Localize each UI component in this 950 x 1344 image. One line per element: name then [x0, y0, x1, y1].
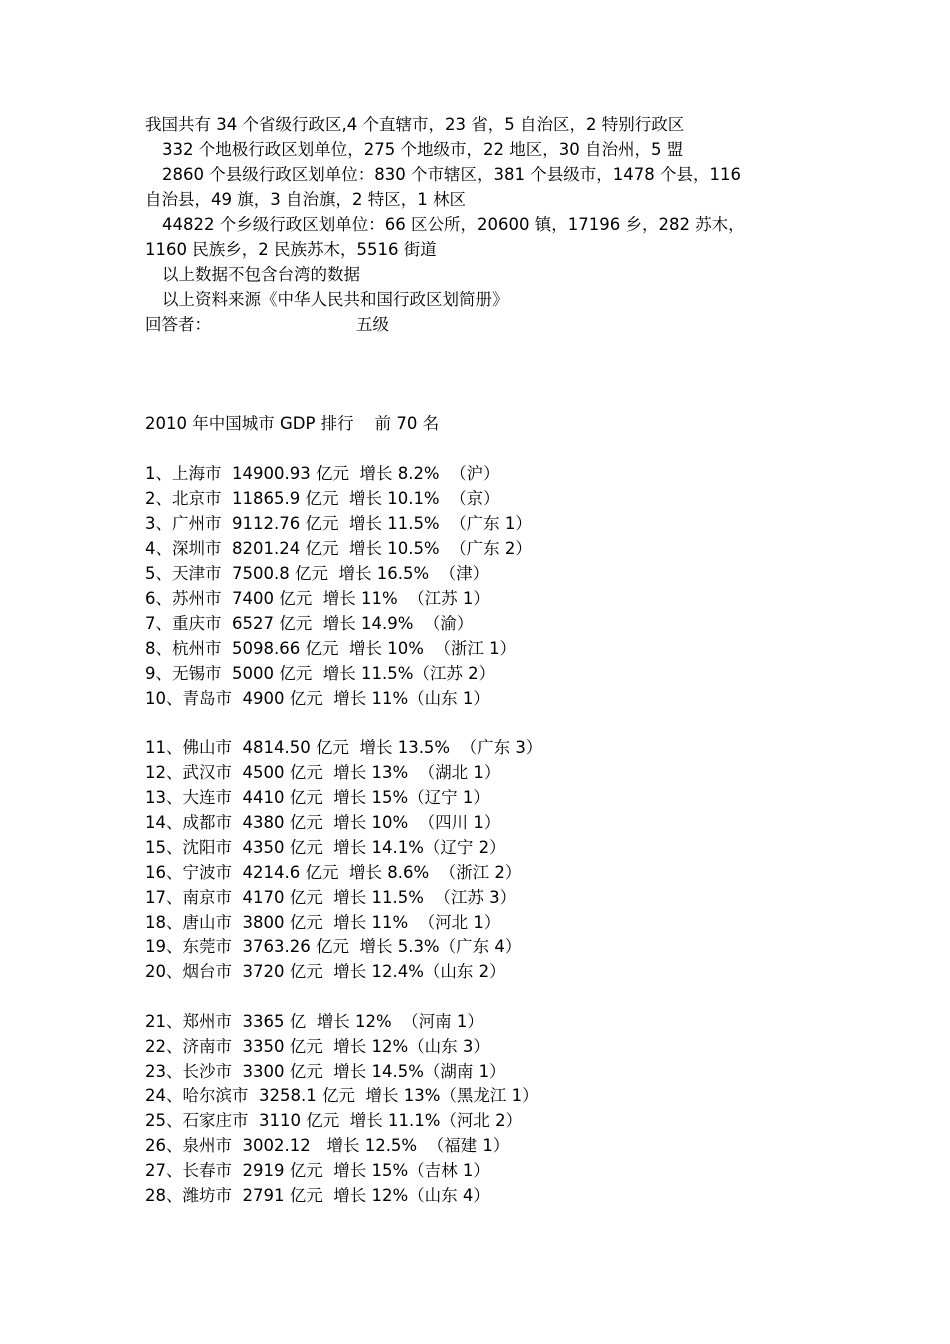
- list-item: 9、无锡市 5000 亿元 增长 11.5%（江苏 2）: [145, 664, 496, 683]
- list-item: 13、大连市 4410 亿元 增长 15%（辽宁 1）: [145, 788, 490, 807]
- answer-value: 五级: [356, 315, 389, 334]
- list-item: 3、广州市 9112.76 亿元 增长 11.5% （广东 1）: [145, 514, 532, 533]
- intro-line: 1160 民族乡，2 民族苏木，5516 街道: [145, 240, 437, 259]
- list-item: 22、济南市 3350 亿元 增长 12%（山东 3）: [145, 1037, 490, 1056]
- list-item: 12、武汉市 4500 亿元 增长 13% （湖北 1）: [145, 763, 501, 782]
- list-item: 25、石家庄市 3110 亿元 增长 11.1%（河北 2）: [145, 1111, 523, 1130]
- list-item: 26、泉州市 3002.12 增长 12.5% （福建 1）: [145, 1136, 510, 1155]
- list-item: 24、哈尔滨市 3258.1 亿元 增长 13%（黑龙江 1）: [145, 1086, 539, 1105]
- answer-label: 回答者：: [145, 315, 211, 334]
- list-item: 7、重庆市 6527 亿元 增长 14.9% （渝）: [145, 614, 474, 633]
- list-item: 16、宁波市 4214.6 亿元 增长 8.6% （浙江 2）: [145, 863, 522, 882]
- intro-line: 44822 个乡级行政区划单位：66 区公所，20600 镇，17196 乡，282 苏木，: [162, 215, 745, 234]
- list-item: 28、潍坊市 2791 亿元 增长 12%（山东 4）: [145, 1186, 490, 1205]
- list-item: 8、杭州市 5098.66 亿元 增长 10% （浙江 1）: [145, 639, 517, 658]
- intro-line: 以上资料来源《中华人民共和国行政区划简册》: [162, 290, 509, 309]
- ranking-title: 2010 年中国城市 GDP 排行 前 70 名: [145, 414, 440, 433]
- intro-line: 2860 个县级行政区划单位：830 个市辖区，381 个县级市，1478 个县，116: [162, 165, 741, 184]
- intro-line: 332 个地极行政区划单位，275 个地级市，22 地区，30 自治州，5 盟: [162, 140, 684, 159]
- list-item: 21、郑州市 3365 亿 增长 12% （河南 1）: [145, 1012, 484, 1031]
- list-item: 1、上海市 14900.93 亿元 增长 8.2% （沪）: [145, 464, 500, 483]
- list-item: 10、青岛市 4900 亿元 增长 11%（山东 1）: [145, 689, 490, 708]
- list-item: 2、北京市 11865.9 亿元 增长 10.1% （京）: [145, 489, 500, 508]
- list-item: 20、烟台市 3720 亿元 增长 12.4%（山东 2）: [145, 962, 506, 981]
- list-item: 18、唐山市 3800 亿元 增长 11% （河北 1）: [145, 913, 501, 932]
- list-item: 11、佛山市 4814.50 亿元 增长 13.5% （广东 3）: [145, 738, 543, 757]
- list-item: 17、南京市 4170 亿元 增长 11.5% （江苏 3）: [145, 888, 517, 907]
- intro-line: 以上数据不包含台湾的数据: [162, 265, 360, 284]
- intro-line: 自治县，49 旗，3 自治旗，2 特区，1 林区: [145, 190, 466, 209]
- list-item: 19、东莞市 3763.26 亿元 增长 5.3%（广东 4）: [145, 937, 522, 956]
- list-item: 6、苏州市 7400 亿元 增长 11% （江苏 1）: [145, 589, 490, 608]
- intro-line: 我国共有 34 个省级行政区,4 个直辖市，23 省，5 自治区，2 特别行政区: [145, 115, 685, 134]
- list-item: 23、长沙市 3300 亿元 增长 14.5%（湖南 1）: [145, 1062, 506, 1081]
- list-item: 27、长春市 2919 亿元 增长 15%（吉林 1）: [145, 1161, 490, 1180]
- list-item: 5、天津市 7500.8 亿元 增长 16.5% （津）: [145, 564, 490, 583]
- list-item: 4、深圳市 8201.24 亿元 增长 10.5% （广东 2）: [145, 539, 532, 558]
- list-item: 14、成都市 4380 亿元 增长 10% （四川 1）: [145, 813, 501, 832]
- list-item: 15、沈阳市 4350 亿元 增长 14.1%（辽宁 2）: [145, 838, 506, 857]
